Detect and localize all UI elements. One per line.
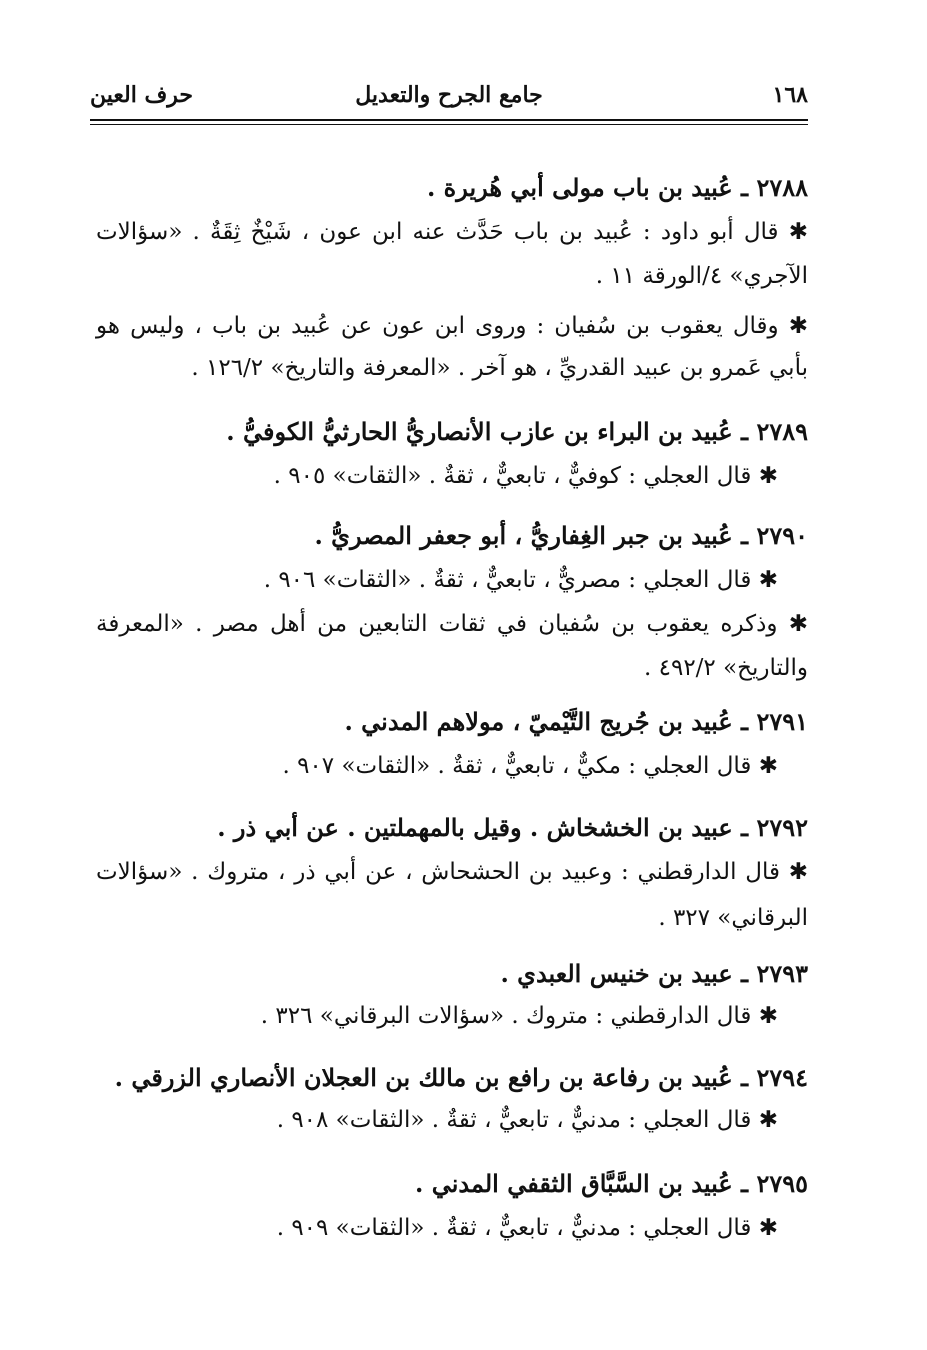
- entry-line: ✱ قال العجلي : مكيٌّ ، تابعيٌّ ، ثقةٌ . «الثقات» ٩٠٧ .: [282, 753, 778, 779]
- entry-line: بأبي عَمرو بن عبيد القدريِّ ، هو آخر . «المعرفة والتاريخ» ١٢٦/٢ .: [191, 355, 808, 381]
- header-rule-thin: [90, 124, 808, 125]
- entry-line: ✱ قال الدارقطني : متروك . «سؤالات البرقاني» ٣٢٦ .: [260, 1003, 778, 1029]
- entry-line: ✱ وذكره يعقوب بن سُفيان في ثقات التابعين من أهل مصر . «المعرفة: [96, 611, 808, 637]
- entry-heading: ٢٧٩٢ ـ عبيد بن الخشخاش . وقيل بالمهملتين . عن أبي ذر .: [217, 813, 808, 842]
- entry-line: ✱ وقال يعقوب بن سُفيان : وروى ابن عون عن عُبيد بن باب ، وليس هو: [96, 313, 808, 339]
- entry-line: ✱ قال العجلي : مدنيٌّ ، تابعيٌّ ، ثقةٌ . «الثقات» ٩٠٨ .: [276, 1107, 778, 1133]
- entry-line: ✱ قال الدارقطني : وعبيد بن الحشحاش ، عن أبي ذر ، متروك . «سؤالات: [96, 859, 808, 885]
- entry-line: البرقاني» ٣٢٧ .: [658, 905, 808, 931]
- entry-line: والتاريخ» ٤٩٢/٢ .: [644, 655, 808, 681]
- entry-heading: ٢٧٩٠ ـ عُبيد بن جبر الغِفاريُّ ، أبو جعفر المصريُّ .: [314, 521, 808, 550]
- page-number: ١٦٨: [772, 82, 808, 108]
- header-rule: [90, 119, 808, 121]
- entry-heading: ٢٧٨٩ ـ عُبيد بن البراء بن عازب الأنصاريُّ الحارثيُّ الكوفيُّ .: [226, 417, 808, 446]
- running-header: [90, 78, 808, 118]
- entry-line: ✱ قال العجلي : مصريٌّ ، تابعيٌّ ، ثقةٌ . «الثقات» ٩٠٦ .: [263, 567, 778, 593]
- section-title: حرف العين: [90, 82, 194, 108]
- entry-heading: ٢٧٨٨ ـ عُبيد بن باب مولى أبي هُريرة .: [426, 173, 808, 202]
- entry-heading: ٢٧٩٤ ـ عُبيد بن رفاعة بن رافع بن مالك بن العجلان الأنصاري الزرقي .: [114, 1063, 808, 1092]
- entry-line: ✱ قال العجلي : مدنيٌّ ، تابعيٌّ ، ثقةٌ . «الثقات» ٩٠٩ .: [276, 1215, 778, 1241]
- entry-line: الآجري» ٤/الورقة ١١ .: [595, 263, 808, 289]
- entry-heading: ٢٧٩٥ ـ عُبيد بن السَّبَّاق الثقفي المدني .: [415, 1169, 808, 1198]
- entry-heading: ٢٧٩١ ـ عُبيد بن جُريج التَّيْميّ ، مولاهم المدني .: [344, 707, 808, 736]
- book-title: جامع الجرح والتعديل: [355, 82, 543, 108]
- entry-line: ✱ قال العجلي : كوفيٌّ ، تابعيٌّ ، ثقةٌ . «الثقات» ٩٠٥ .: [273, 463, 778, 489]
- entry-line: ✱ قال أبو داود : عُبيد بن باب حَدَّث عنه ابن عون ، شَيْخٌ ثِقَةٌ . «سؤالات: [96, 219, 808, 245]
- entry-heading: ٢٧٩٣ ـ عبيد بن خنيس العبدي .: [500, 959, 808, 988]
